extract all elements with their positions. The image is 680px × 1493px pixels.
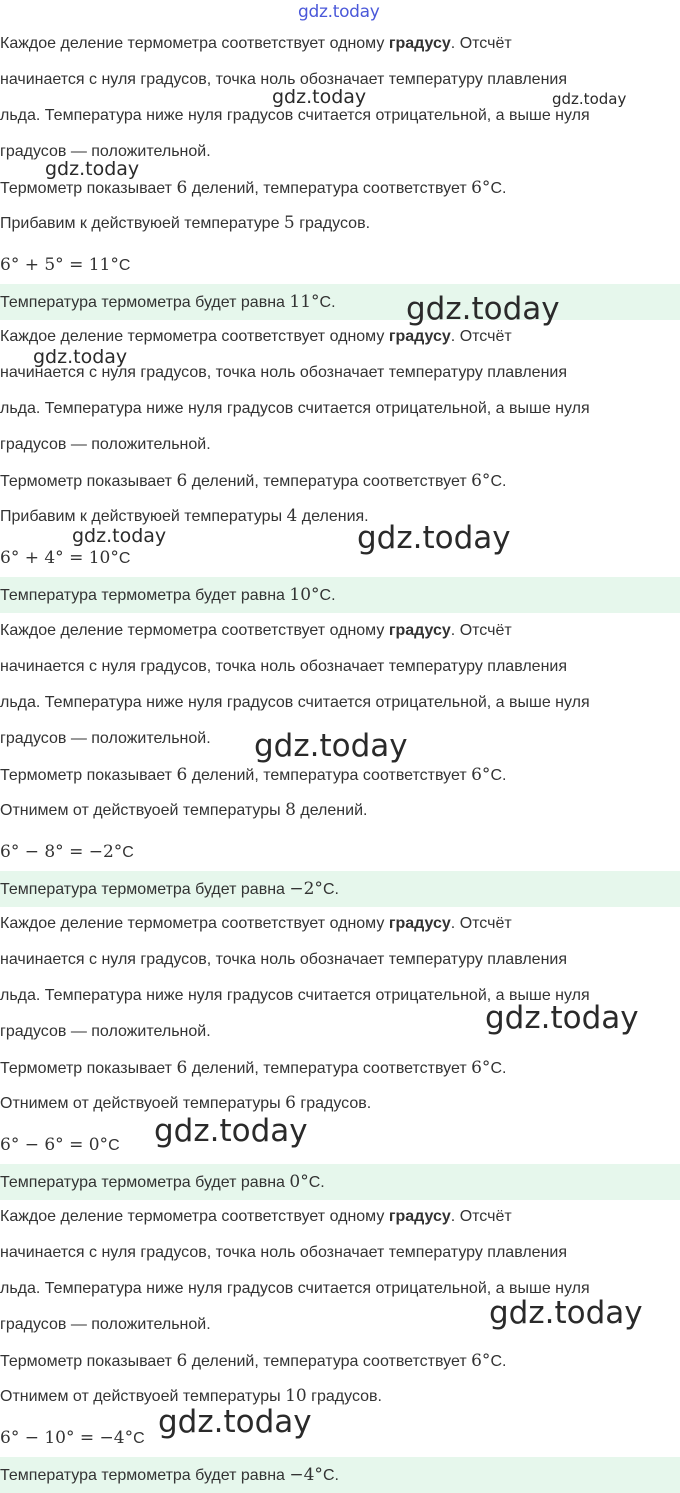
- operation-text: [0, 800, 367, 821]
- watermark: gdz.today: [485, 1000, 639, 1036]
- text-span: льда. Температура ниже нуля градусов считается отрицательной, а выше нуля: [0, 400, 590, 417]
- operation-text: [0, 213, 370, 234]
- text-span: Каждое деление термометра соответствует одному: [0, 328, 389, 345]
- intro-line-1: [0, 621, 512, 641]
- text-span: 6: [176, 1351, 188, 1371]
- highlight-word: градусу: [388, 622, 451, 639]
- result-band: [0, 1164, 680, 1200]
- text-span: 6° + 4° = 10°: [0, 548, 119, 568]
- text-span: 6°: [471, 178, 491, 198]
- intro-line-2: [0, 363, 567, 383]
- highlight-word: градусу: [388, 915, 451, 932]
- text-span: градусов — положительной.: [0, 1316, 211, 1333]
- text-span: Термометр показывает: [0, 473, 177, 490]
- watermark: gdz.today: [406, 291, 560, 327]
- text-span: делений, температура соответствует: [187, 1353, 472, 1370]
- highlight-word: градусу: [388, 328, 451, 345]
- text-span: 10: [285, 1386, 307, 1406]
- intro-line-1: [0, 327, 512, 347]
- text-span: 6°: [471, 1058, 491, 1078]
- intro-line-3: [0, 986, 590, 1006]
- result-text: [0, 292, 336, 313]
- text-span: Термометр показывает: [0, 1060, 177, 1077]
- text-span: C.: [490, 473, 507, 490]
- text-span: 6: [176, 178, 188, 198]
- text-span: градусов — положительной.: [0, 730, 211, 747]
- text-span: C.: [322, 1467, 339, 1484]
- intro-line-3: [0, 1279, 590, 1299]
- equation: [0, 842, 134, 862]
- text-span: 11°: [289, 292, 320, 312]
- intro-line-1: [0, 1207, 512, 1227]
- text-span: Термометр показывает: [0, 1353, 177, 1370]
- text-span: начинается с нуля градусов, точка ноль обозначает температуру плавления: [0, 1244, 567, 1261]
- thermometer-reading: [0, 1351, 506, 1372]
- text-span: 6: [285, 1093, 296, 1113]
- text-span: льда. Температура ниже нуля градусов считается отрицательной, а выше нуля: [0, 1280, 590, 1297]
- thermometer-reading: [0, 471, 506, 492]
- thermometer-reading: [0, 178, 506, 199]
- text-span: . Отсчёт: [450, 622, 512, 639]
- text-span: −2°: [289, 879, 323, 899]
- watermark: gdz.today: [154, 1113, 308, 1149]
- text-span: C: [122, 844, 134, 861]
- text-span: делений, температура соответствует: [187, 473, 472, 490]
- thermometer-reading: [0, 765, 506, 786]
- text-span: 6° − 6° = 0°: [0, 1135, 109, 1155]
- text-span: 6° + 5° = 11°: [0, 255, 119, 275]
- intro-line-3: [0, 693, 590, 713]
- watermark: gdz.today: [357, 520, 511, 556]
- text-span: 5: [283, 213, 295, 233]
- intro-line-4: [0, 142, 211, 162]
- result-band: [0, 871, 680, 907]
- text-span: C.: [490, 180, 507, 197]
- text-span: . Отсчёт: [450, 915, 512, 932]
- text-span: 6°: [471, 1351, 491, 1371]
- text-span: 6: [176, 765, 188, 785]
- result-band: [0, 1457, 680, 1493]
- watermark: gdz.today: [552, 90, 627, 108]
- text-span: Температура термометра будет равна: [0, 294, 290, 311]
- equation: [0, 1135, 120, 1155]
- watermark: gdz.today: [254, 728, 408, 764]
- text-span: 6: [176, 471, 188, 491]
- text-span: льда. Температура ниже нуля градусов считается отрицательной, а выше нуля: [0, 987, 590, 1004]
- highlight-word: градусу: [388, 35, 451, 52]
- text-span: 4: [286, 506, 298, 526]
- text-span: льда. Температура ниже нуля градусов считается отрицательной, а выше нуля: [0, 107, 590, 124]
- watermark: gdz.today: [45, 158, 140, 180]
- text-span: 8: [285, 800, 296, 820]
- text-span: 6°: [471, 765, 491, 785]
- watermark: gdz.today: [33, 346, 128, 368]
- text-span: 6°: [471, 471, 491, 491]
- text-span: Температура термометра будет равна: [0, 587, 290, 604]
- text-span: C.: [319, 294, 336, 311]
- intro-line-4: [0, 729, 211, 749]
- intro-line-1: [0, 914, 512, 934]
- text-span: деления.: [297, 508, 369, 525]
- intro-line-2: [0, 950, 567, 970]
- text-span: Каждое деление термометра соответствует одному: [0, 35, 389, 52]
- text-span: C: [108, 1137, 120, 1154]
- result-text: [0, 585, 336, 606]
- text-span: Отнимем от действуоей температуры: [0, 802, 286, 819]
- equation: [0, 255, 130, 275]
- text-span: 6° − 10° = −4°: [0, 1428, 134, 1448]
- text-span: градусов — положительной.: [0, 1023, 211, 1040]
- operation-text: [0, 506, 369, 527]
- text-span: C: [133, 1430, 145, 1447]
- text-span: Термометр показывает: [0, 180, 177, 197]
- equation: [0, 548, 130, 568]
- text-span: C.: [490, 1353, 507, 1370]
- text-span: градусов.: [306, 1388, 382, 1405]
- text-span: Термометр показывает: [0, 767, 177, 784]
- text-span: . Отсчёт: [450, 35, 512, 52]
- intro-line-2: [0, 657, 567, 677]
- intro-line-3: [0, 106, 590, 126]
- text-span: Каждое деление термометра соответствует одному: [0, 1208, 389, 1225]
- intro-line-4: [0, 1315, 211, 1335]
- text-span: Каждое деление термометра соответствует одному: [0, 622, 389, 639]
- text-span: начинается с нуля градусов, точка ноль обозначает температуру плавления: [0, 951, 567, 968]
- text-span: C.: [308, 1174, 325, 1191]
- equation: [0, 1428, 145, 1448]
- text-span: Прибавим к действуюей температуры: [0, 508, 287, 525]
- highlight-word: градусу: [388, 1208, 451, 1225]
- text-span: градусов.: [294, 215, 371, 232]
- result-text: [0, 1465, 339, 1486]
- text-span: C.: [490, 1060, 507, 1077]
- watermark: gdz.today: [272, 86, 367, 108]
- intro-line-3: [0, 399, 590, 419]
- text-span: градусов — положительной.: [0, 436, 211, 453]
- text-span: начинается с нуля градусов, точка ноль обозначает температуру плавления: [0, 71, 567, 88]
- watermark: gdz.today: [158, 1404, 312, 1440]
- text-span: 10°: [289, 585, 320, 605]
- intro-line-4: [0, 1022, 211, 1042]
- text-span: 0°: [289, 1172, 309, 1192]
- operation-text: [0, 1093, 371, 1114]
- watermark: gdz.today: [72, 525, 167, 547]
- text-span: начинается с нуля градусов, точка ноль обозначает температуру плавления: [0, 364, 567, 381]
- text-span: Прибавим к действуюей температуре: [0, 215, 284, 232]
- text-span: Температура термометра будет равна: [0, 1174, 290, 1191]
- text-span: Каждое деление термометра соответствует одному: [0, 915, 389, 932]
- text-span: градусов — положительной.: [0, 143, 211, 160]
- text-span: делений, температура соответствует: [187, 1060, 472, 1077]
- operation-text: [0, 1386, 382, 1407]
- text-span: C: [118, 257, 131, 274]
- text-span: Отнимем от действуоей температуры: [0, 1388, 286, 1405]
- text-span: льда. Температура ниже нуля градусов считается отрицательной, а выше нуля: [0, 694, 590, 711]
- text-span: Отнимем от действуоей температуры: [0, 1095, 286, 1112]
- thermometer-reading: [0, 1058, 506, 1079]
- result-band: [0, 284, 680, 320]
- site-watermark-header: gdz.today: [298, 2, 380, 22]
- text-span: 6: [176, 1058, 188, 1078]
- text-span: делений, температура соответствует: [187, 767, 472, 784]
- intro-line-4: [0, 435, 211, 455]
- text-span: Температура термометра будет равна: [0, 1467, 290, 1484]
- text-span: . Отсчёт: [450, 1208, 512, 1225]
- intro-line-2: [0, 70, 567, 90]
- result-band: [0, 577, 680, 613]
- text-span: делений.: [295, 802, 368, 819]
- intro-line-2: [0, 1243, 567, 1263]
- result-text: [0, 879, 339, 900]
- watermark: gdz.today: [489, 1295, 643, 1331]
- result-text: [0, 1172, 325, 1193]
- text-span: C: [118, 550, 131, 567]
- intro-line-1: [0, 34, 512, 54]
- text-span: 6° − 8° = −2°: [0, 842, 123, 862]
- text-span: C.: [319, 587, 336, 604]
- text-span: начинается с нуля градусов, точка ноль обозначает температуру плавления: [0, 658, 567, 675]
- text-span: Температура термометра будет равна: [0, 881, 290, 898]
- text-span: градусов.: [295, 1095, 372, 1112]
- text-span: −4°: [289, 1465, 323, 1485]
- text-span: C.: [322, 881, 339, 898]
- text-span: делений, температура соответствует: [187, 180, 472, 197]
- text-span: C.: [490, 767, 507, 784]
- text-span: . Отсчёт: [450, 328, 512, 345]
